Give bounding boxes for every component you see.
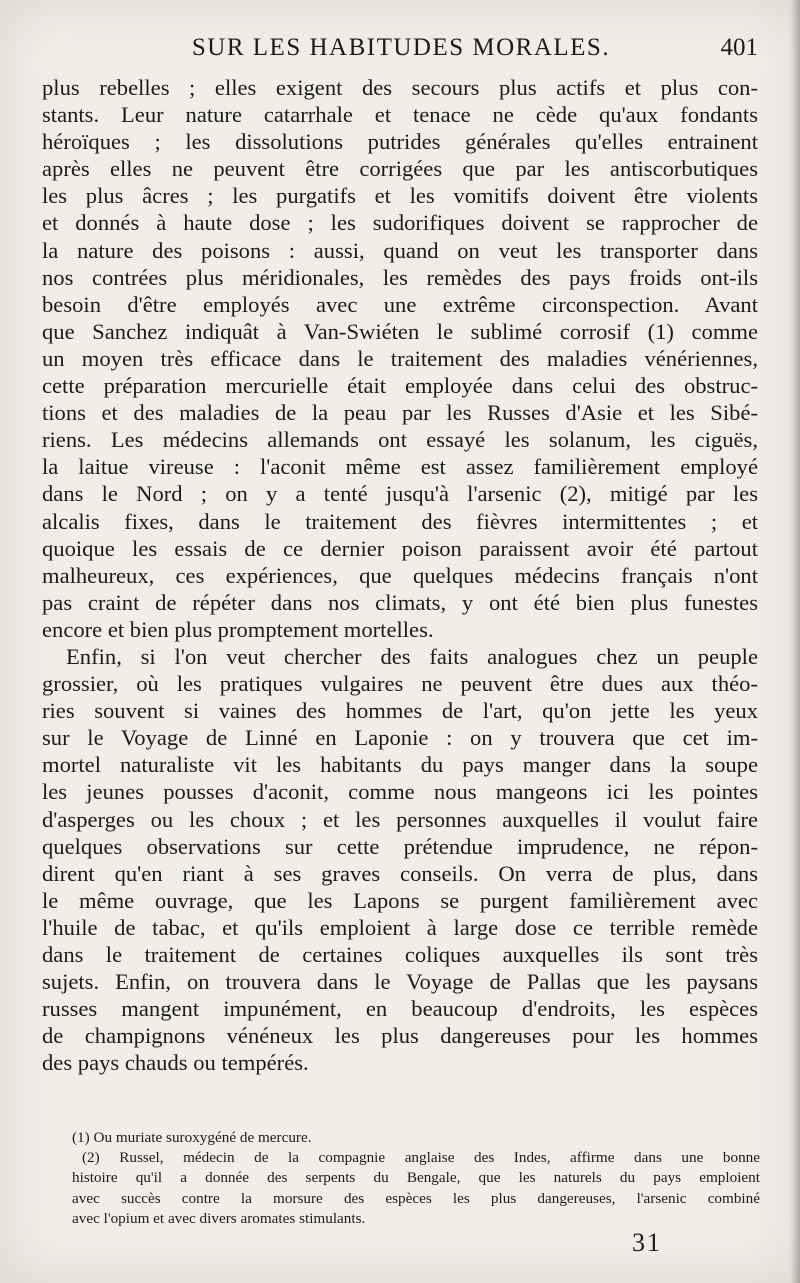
text-line: les jeunes pousses d'aconit, comme nous mangeons ici les pointes [42,779,758,805]
text-line: dans le Nord ; on y a tenté jusqu'à l'arsenic (2), mitigé par les [42,481,758,507]
text-line: de champignons vénéneux les plus dangereuses pour les hommes [42,1023,758,1049]
text-line: alcalis fixes, dans le traitement des fièvres intermittentes ; et [42,508,758,534]
text-line: d'asperges ou les choux ; et les personnes auxquelles il voulut faire [42,806,758,832]
footnote-line: (1) Ou muriate suroxygéné de mercure. [72,1129,312,1146]
text-line: ries souvent si vaines des hommes de l'art, qu'on jette les yeux [42,698,758,724]
text-line: grossier, où les pratiques vulgaires ne peuvent être dues aux théo- [42,671,758,697]
running-head: SUR LES HABITUDES MORALES. [191,34,611,61]
signature-mark: 31 [632,1228,662,1257]
body-text [42,74,758,1076]
text-line: après elles ne peuvent être corrigées que par les antiscorbutiques [42,156,758,182]
text-line: l'huile de tabac, et qu'ils emploient à large dose ce terrible remède [42,914,758,940]
text-line: mortel naturaliste vit les habitants du pays manger dans la soupe [42,752,758,778]
text-line: le même ouvrage, que les Lapons se purgent familièrement avec [42,887,758,913]
text-line: besoin d'être employés avec une extrême circonspection. Avant [42,291,758,317]
footnote-2 [72,1148,760,1229]
paragraph-2 [42,643,758,1077]
footnotes [72,1128,760,1229]
text-line: plus rebelles ; elles exigent des secours plus actifs et plus con- [42,75,758,100]
page-header [44,34,758,70]
text-line: encore et bien plus promptement mortelles. [42,616,434,642]
page-edge-shadow [790,0,800,1283]
text-line: dirent qu'en riant à ses graves conseils. On verra de plus, dans [42,860,758,886]
text-line: Enfin, si l'on veut chercher des faits analogues chez un peuple [66,643,758,669]
page-number: 401 [720,34,758,61]
text-line: sujets. Enfin, on trouvera dans le Voyage de Pallas que les paysans [42,969,758,995]
text-line: cette préparation mercurielle était employée dans celui des obstruc- [42,373,758,399]
text-line: héroïques ; les dissolutions putrides générales qu'elles entrainent [42,129,758,155]
text-line: riens. Les médecins allemands ont essayé les solanum, les ciguës, [42,427,758,453]
footnote-line: (2) Russel, médecin de la compagnie anglaise des Indes, affirme dans une bonne [82,1149,760,1167]
text-line: nos contrées plus méridionales, les remèdes des pays froids ont-ils [42,264,758,290]
text-line: dans le traitement de certaines coliques auxquelles ils sont très [42,942,758,967]
footnote-line: avec succès contre la morsure des espèces les plus dangereuses, l'arsenic combiné [72,1189,760,1207]
text-line: pas craint de répéter dans nos climats, y ont été bien plus funestes [42,589,758,615]
text-line: un moyen très efficace dans le traitement des maladies vénériennes, [42,345,758,371]
footnote-1 [72,1128,760,1148]
footnote-line: histoire qu'il a donnée des serpents du Bengale, que les naturels du pays emploient [72,1169,760,1187]
text-line: la laitue vireuse : l'aconit même est assez familièrement employé [42,454,758,480]
footnote-line: avec l'opium et avec divers aromates stimulants. [72,1209,366,1227]
paragraph-1 [42,74,758,643]
text-line: quelques observations sur cette prétendue imprudence, ne répon- [42,833,758,859]
text-line: quoique les essais de ce dernier poison paraissent avoir été partout [42,535,758,561]
text-line: tions et des maladies de la peau par les Russes d'Asie et les Sibé- [42,400,758,426]
text-line: malheureux, ces expériences, que quelques médecins français n'ont [42,562,758,588]
text-line: stants. Leur nature catarrhale et tenace ne cède qu'aux fondants [42,102,758,128]
text-line: les plus âcres ; les purgatifs et les vomitifs doivent être violents [42,183,758,209]
text-line: sur le Voyage de Linné en Laponie : on y trouvera que cet im- [42,725,758,751]
text-line: russes mangent impunément, en beaucoup d'endroits, les espèces [42,996,758,1022]
text-line: et donnés à haute dose ; les sudorifiques doivent se rapprocher de [42,210,758,236]
text-line: des pays chauds ou tempérés. [42,1050,309,1076]
text-line: la nature des poisons : aussi, quand on veut les transporter dans [42,237,758,263]
text-line: que Sanchez indiquât à Van-Swiéten le sublimé corrosif (1) comme [42,318,758,344]
